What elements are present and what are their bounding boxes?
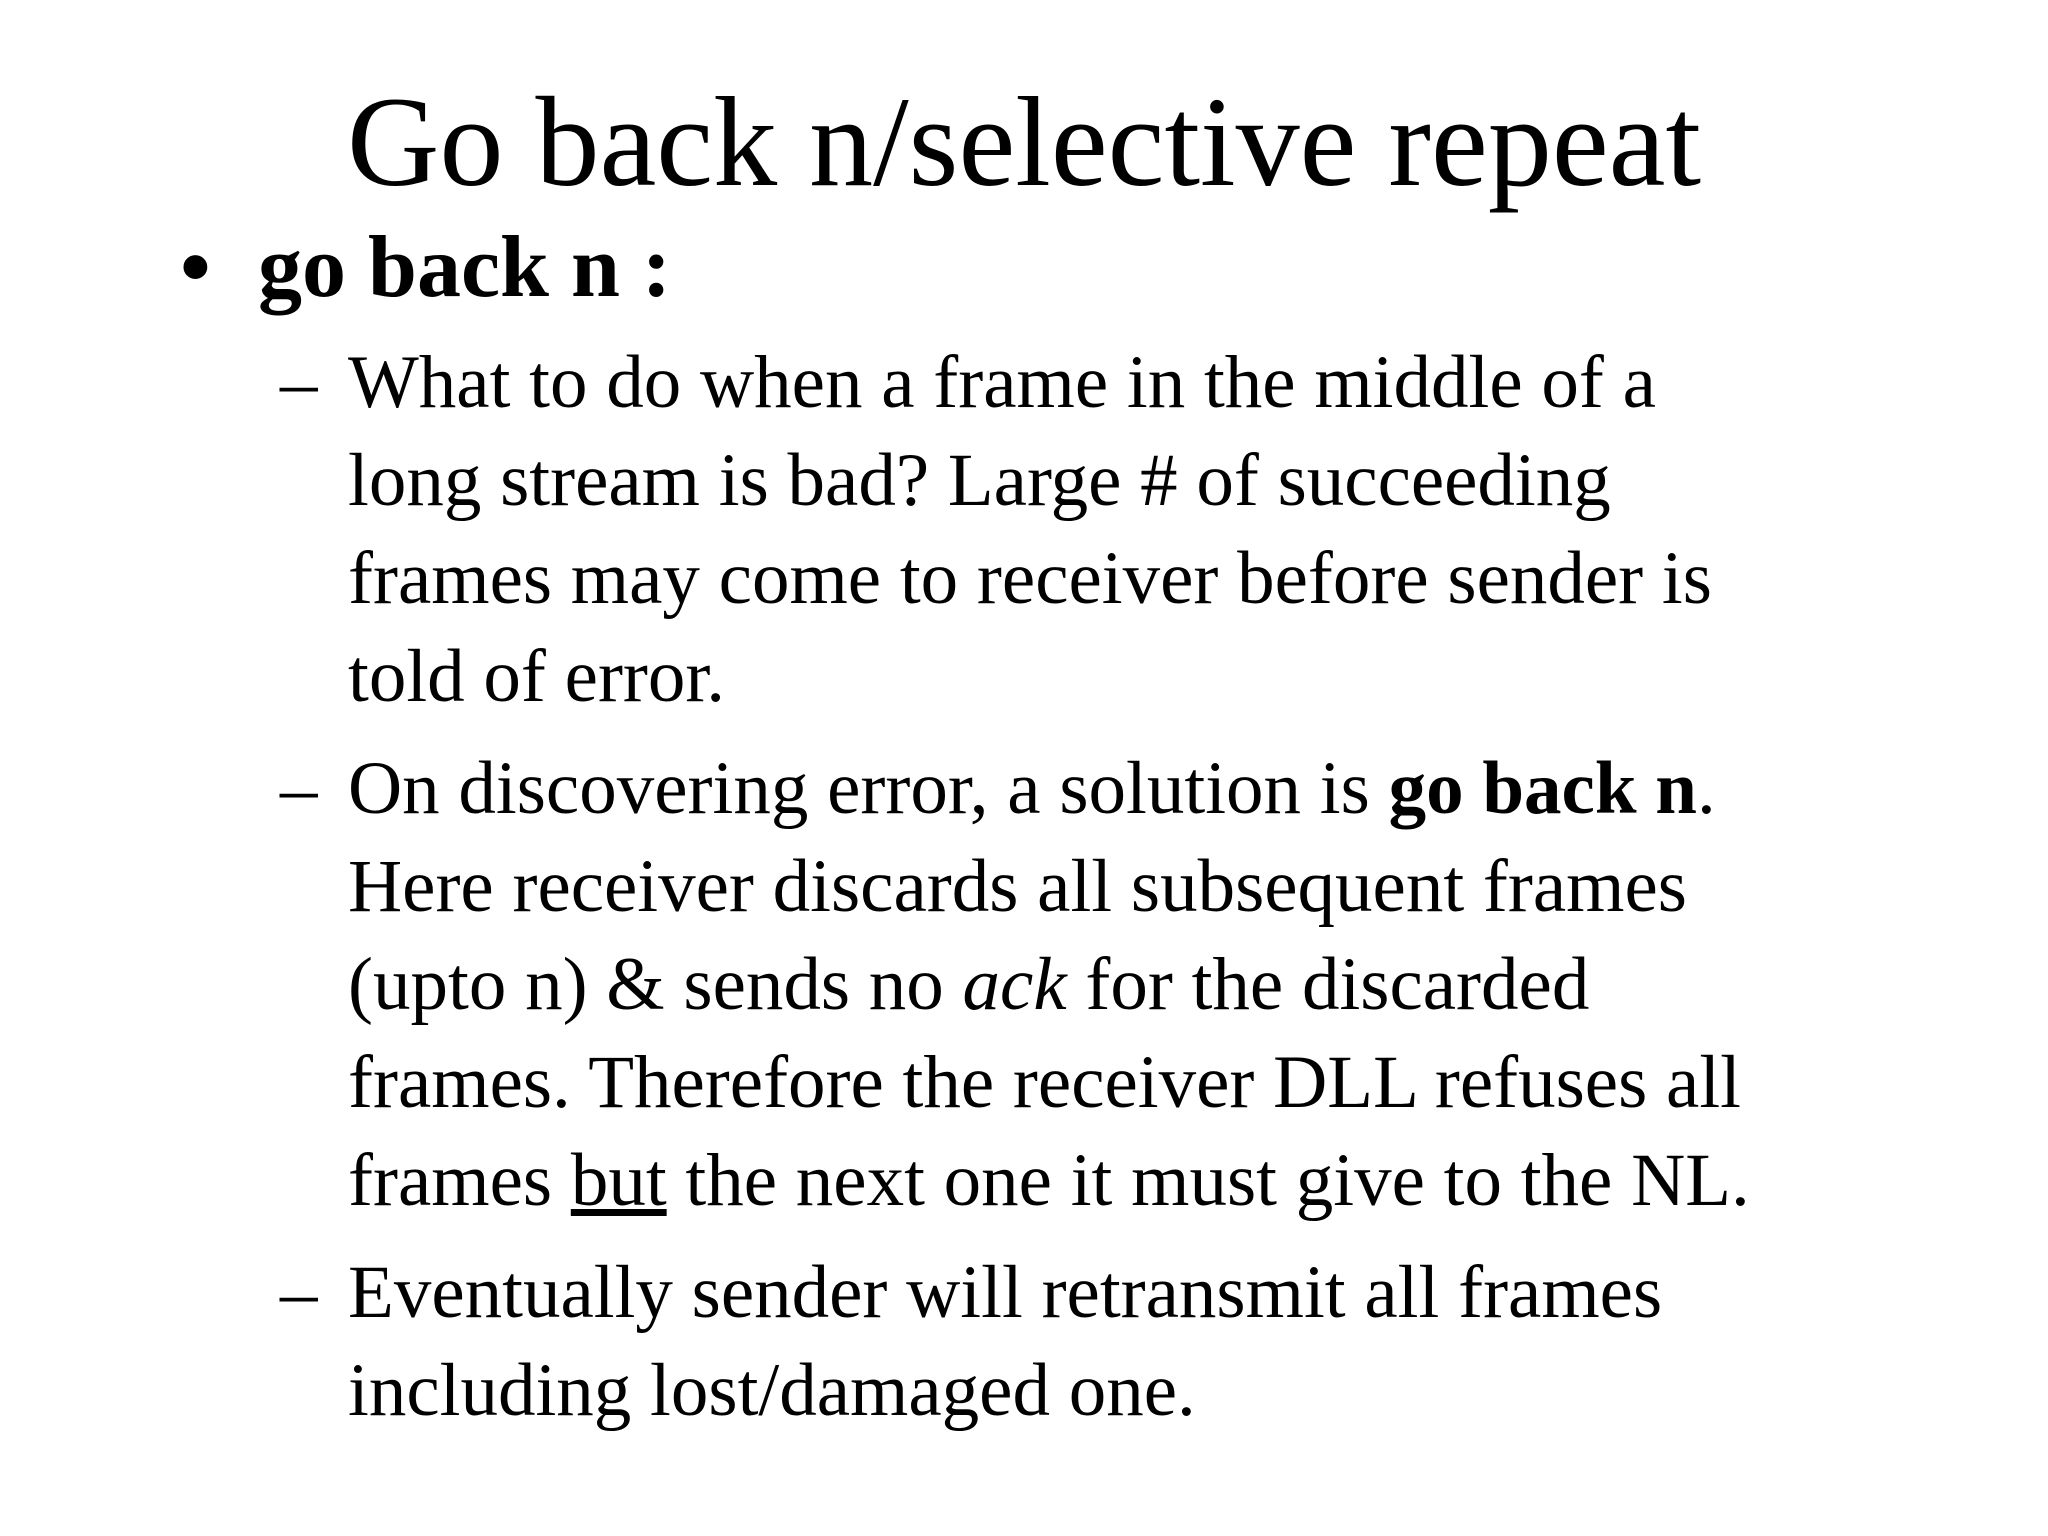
underlined-term: but <box>570 1139 667 1222</box>
text-run: frames <box>348 1139 571 1222</box>
text-run: for the discarded <box>1066 943 1590 1026</box>
sub-item-line: frames. Therefore the receiver DLL refuses all <box>348 1041 1741 1124</box>
sub-item-line: told of error. <box>348 635 725 718</box>
sub-item-line <box>348 740 1908 838</box>
text-run: the next one it must give to the NL. <box>666 1139 1750 1222</box>
sub-item-line: including lost/damaged one. <box>348 1349 1196 1432</box>
sub-item-line: Eventually sender will retransmit all frames <box>348 1251 1663 1334</box>
italic-term: ack <box>962 943 1067 1026</box>
sub-item-2 <box>280 740 1908 1230</box>
bullet-dot-icon: • <box>180 219 211 316</box>
text-run: . <box>1697 747 1716 830</box>
sub-item-1 <box>280 334 1908 726</box>
sub-item-line: Here receiver discards all subsequent frames <box>348 845 1687 928</box>
sub-item-line: long stream is bad? Large # of succeeding <box>348 439 1611 522</box>
bullet-label: go back n : <box>258 219 672 316</box>
sub-item-2-text <box>348 740 1908 1230</box>
sub-item-1-text <box>348 334 1908 726</box>
dash-icon: – <box>280 341 318 424</box>
sub-item-3-text <box>348 1244 1908 1440</box>
bold-term: go back n <box>1388 747 1697 830</box>
sub-item-line: What to do when a frame in the middle of a <box>348 341 1656 424</box>
bullet-go-back-n <box>180 218 671 318</box>
dash-icon: – <box>280 747 318 830</box>
sub-item-line: frames may come to receiver before sender is <box>348 537 1712 620</box>
sub-item-line <box>348 936 1908 1034</box>
sub-item-line <box>348 1132 1908 1230</box>
text-run: On discovering error, a solution is <box>348 747 1389 830</box>
dash-icon: – <box>280 1251 318 1334</box>
text-run: (upto n) & sends no <box>348 943 963 1026</box>
slide-title: Go back n/selective repeat <box>347 71 1701 213</box>
sub-item-3 <box>280 1244 1908 1440</box>
